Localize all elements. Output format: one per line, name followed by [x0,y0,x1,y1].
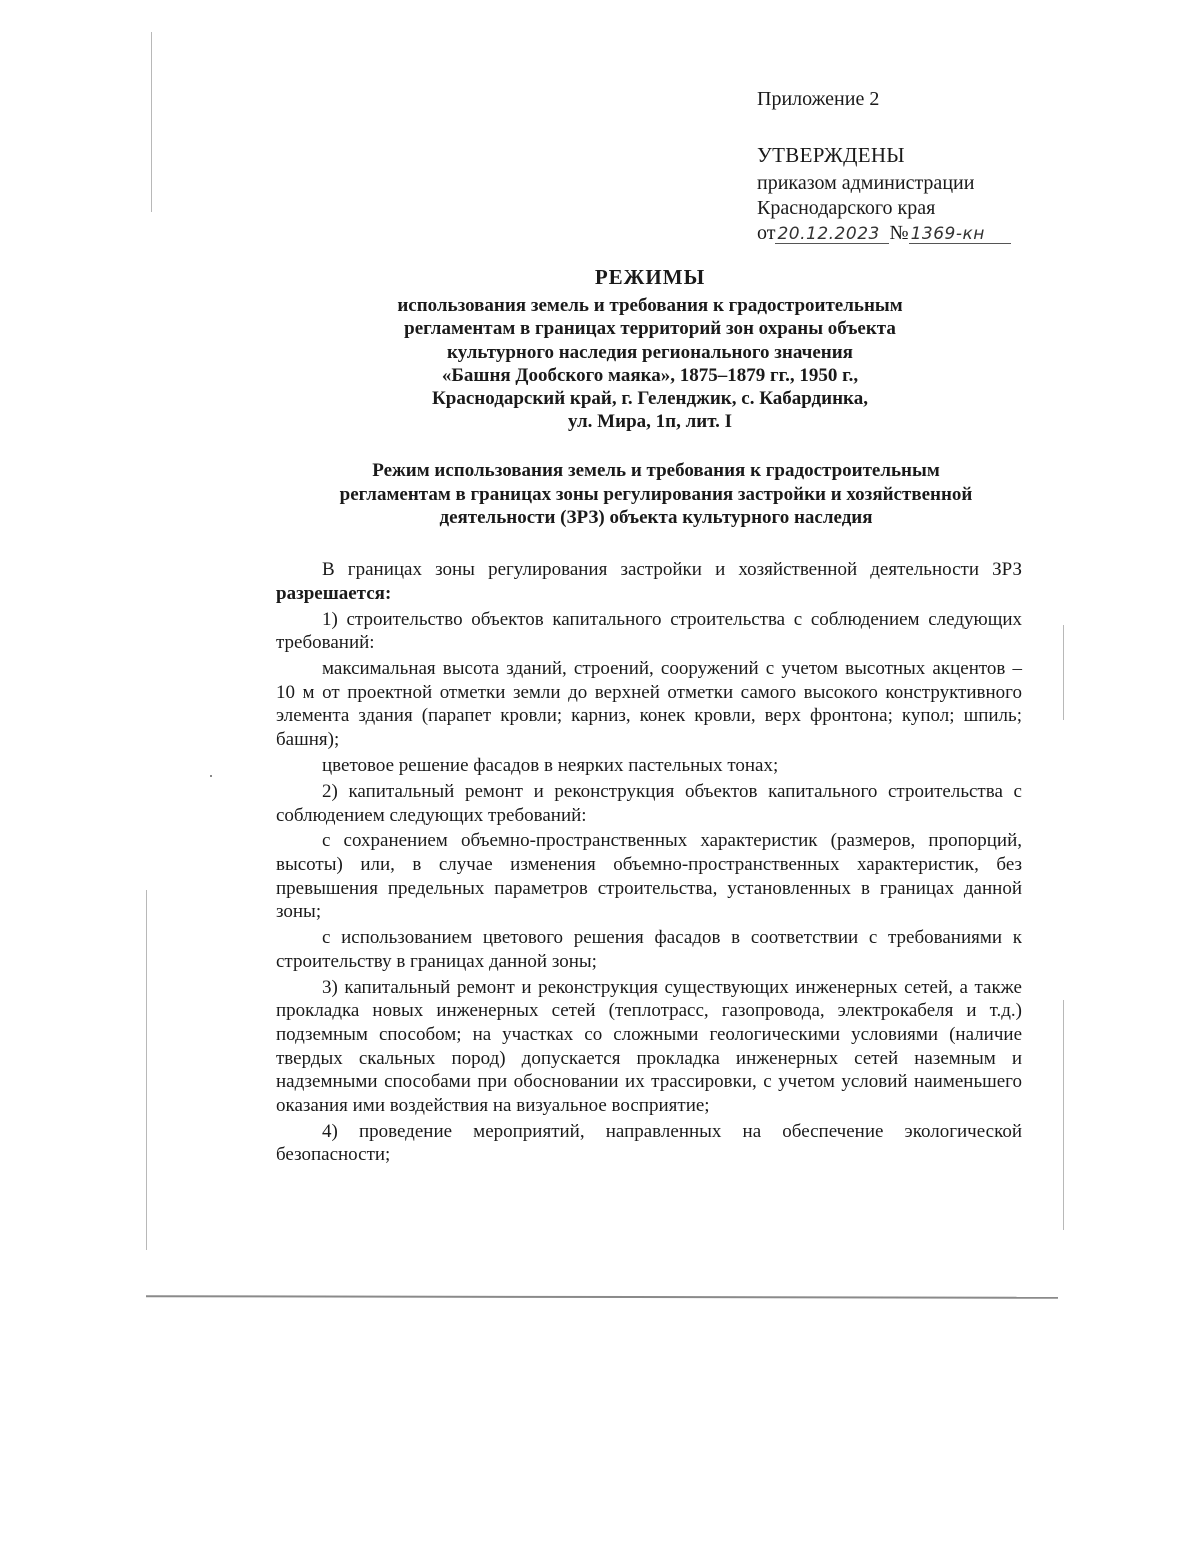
body-paragraph: 2) капитальный ремонт и реконструкция объектов капитального строительства с соблюдением следующих требований: [276,780,1022,826]
subtitle-line: «Башня Дообского маяка», 1875–1879 гг., 1950 г., [441,364,859,386]
subtitle-line: культурного наследия регионального значения [447,341,853,363]
number-sign: № [889,222,909,244]
subtitle-line: Краснодарский край, г. Геленджик, с. Кабардинка, [432,388,868,410]
section-title [286,459,1026,530]
section-title-line: регламентам в границах зоны регулирования застройки и хозяйственной [339,483,973,505]
body-paragraph-intro [276,558,1022,605]
body-paragraph: с использованием цветового решения фасадов в соответствии с требованиями к строительству в границах данной зоны; [276,927,1022,972]
subtitle-line: ул. Мира, 1п, лит. I [568,411,732,433]
appendix-label: Приложение 2 [757,88,880,110]
body-paragraph: 1) строительство объектов капитального строительства с соблюдением следующих требований: [276,608,1022,654]
date-prefix: от [757,222,776,244]
page-bottom-rule [146,1295,1058,1299]
section-title-line: деятельности (ЗРЗ) объекта культурного наследия [439,507,873,529]
intro-bold-text: разрешается: [276,582,392,604]
body-paragraph: 4) проведение мероприятий, направленных на обеспечение экологической безопасности; [276,1120,1022,1166]
order-line: приказом администрации [757,172,975,194]
handwritten-date: 20.12.2023 [775,225,889,244]
subtitle-line: использования земель и требования к градостроительным [397,295,903,316]
scan-artifact-dot [210,775,212,777]
document-body [276,558,1022,1169]
scan-artifact-line [1063,625,1064,720]
section-title-line: Режим использования земель и требования к градостроительным [372,460,940,481]
document-title-block [200,262,1100,434]
body-paragraph: 3) капитальный ремонт и реконструкция существующих инженерных сетей, а также прокладка новых инженерных сетей (теплотрасс, газопровода, электрокабеля и т.д.) подземным способом; на участках со сложными геологическими условиями (наличие твердых скальных пород) допускается прокладка инженерных сетей наземным и надземными способами при обосновании их трассировки, с учетом условий наименьшего оказания ими воздействия на визуальное восприятие; [276,976,1022,1116]
scan-artifact-line [151,32,152,212]
intro-text: В границах зоны регулирования застройки и хозяйственной деятельности ЗРЗ [322,559,1022,580]
order-line: Краснодарского края [757,197,936,219]
subtitle-line: регламентам в границах территорий зон охраны объекта [404,318,896,340]
document-subtitle [200,294,1100,434]
body-paragraph: цветовое решение фасадов в неярких пастельных тонах; [322,754,779,776]
scan-artifact-line [1063,1000,1064,1230]
document-title: РЕЖИМЫ [594,265,706,289]
order-date-number-line [757,222,1011,245]
body-paragraph: с сохранением объемно-пространственных характеристик (размеров, пропорций, высоты) или, в случае изменения объемно-пространственных характеристик, без превышения предельных параметров строительства, установленных в границах данной зоны; [276,830,1022,923]
body-paragraph: максимальная высота зданий, строений, сооружений с учетом высотных акцентов – 10 м от проектной отметки земли до верхней отметки самого высокого конструктивного элемента здания (парапет кровли; карниз, конек кровли, верх фронтона; купол; шпиль; башня); [276,658,1022,750]
approved-label: УТВЕРЖДЕНЫ [757,143,905,167]
scan-artifact-line [146,890,147,1250]
handwritten-order-number: 1369-кн [909,225,1011,244]
